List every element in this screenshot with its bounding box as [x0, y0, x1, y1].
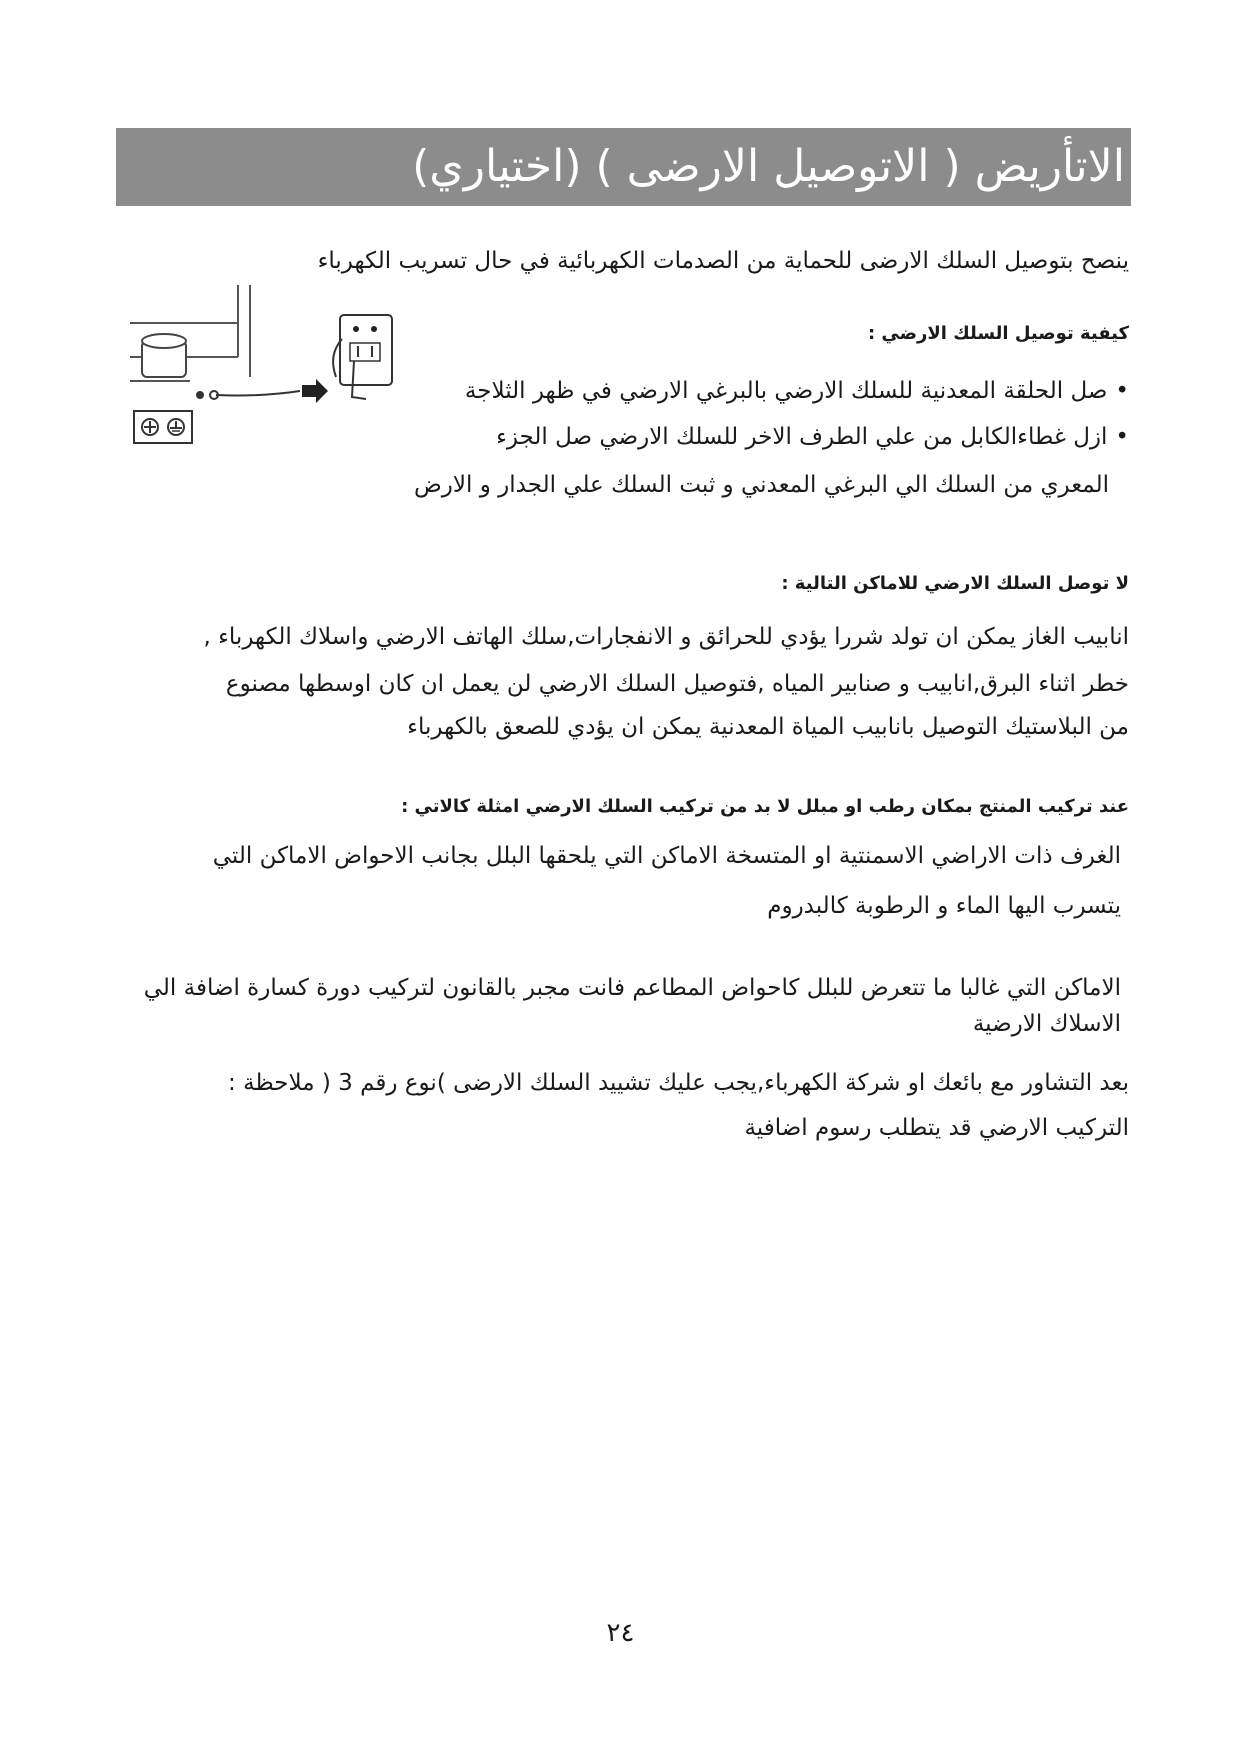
note-line: التركيب الارضي قد يتطلب رسوم اضافية	[744, 1115, 1129, 1141]
bullet-icon: •	[1115, 424, 1129, 450]
arrow-right-icon	[302, 379, 328, 403]
bullet-text: ازل غطاءالكابل من علي الطرف الاخر للسلك الارضي صل الجزء	[496, 424, 1108, 450]
page-title: الاتأريض ( الاتوصيل الارضى ) (اختياري)	[412, 141, 1125, 192]
bullet-item	[465, 378, 1129, 406]
dont-line: خطر اثناء البرق,انابيب و صنابير المياه ,فتوصيل السلك الارضي لن يعمل ان كان اوسطها مصنوع	[225, 671, 1129, 697]
bullet-text: صل الحلقة المعدنية للسلك الارضي بالبرغي الارضي في ظهر الثلاجة	[464, 378, 1108, 404]
bullet-item	[496, 424, 1129, 452]
dont-line: من البلاستيك التوصيل بانابيب المياة المعدنية يمكن ان يؤدي للصعق بالكهرباء	[407, 714, 1129, 740]
places-line: الاماكن التي غالبا ما تتعرض للبلل كاحواض المطاعم فانت مجبر بالقانون لتركيب دورة كسارة اضافة الي	[143, 975, 1121, 1001]
intro-text: ينصح بتوصيل السلك الارضى للحماية من الصدمات الكهربائية في حال تسريب الكهرباء	[317, 248, 1129, 274]
dont-heading: لا توصل السلك الارضي للاماكن التالية :	[781, 573, 1129, 594]
ground-symbol-icon	[134, 411, 192, 443]
humid-line: يتسرب اليها الماء و الرطوبة كالبدروم	[767, 893, 1121, 919]
places-line: الاسلاك الارضية	[972, 1011, 1121, 1037]
grounding-illustration-icon	[130, 285, 400, 455]
bullet-icon: •	[1115, 378, 1129, 404]
how-heading: كيفية توصيل السلك الارضي :	[867, 323, 1129, 344]
humid-line: الغرف ذات الاراضي الاسمنتية او المتسخة الاماكن التي يلحقها البلل بجانب الاحواض الاماكن التي	[212, 843, 1121, 869]
bullet-continuation: المعري من السلك الي البرغي المعدني و ثبت السلك علي الجدار و الارض	[414, 472, 1109, 498]
page-number: ٢٤	[606, 1618, 635, 1648]
humid-heading: عند تركيب المنتج بمكان رطب او مبلل لا بد من تركيب السلك الارضي امثلة كالاتي :	[401, 796, 1129, 817]
dont-line: انابيب الغاز يمكن ان تولد شررا يؤدي للحرائق و الانفجارات,سلك الهاتف الارضي واسلاك الكهرباء ,	[203, 624, 1129, 650]
note-line: بعد التشاور مع بائعك او شركة الكهرباء,يجب عليك تشييد السلك الارضى )نوع رقم 3 ( ملاحظة :	[228, 1070, 1129, 1096]
title-bar	[116, 128, 1131, 206]
